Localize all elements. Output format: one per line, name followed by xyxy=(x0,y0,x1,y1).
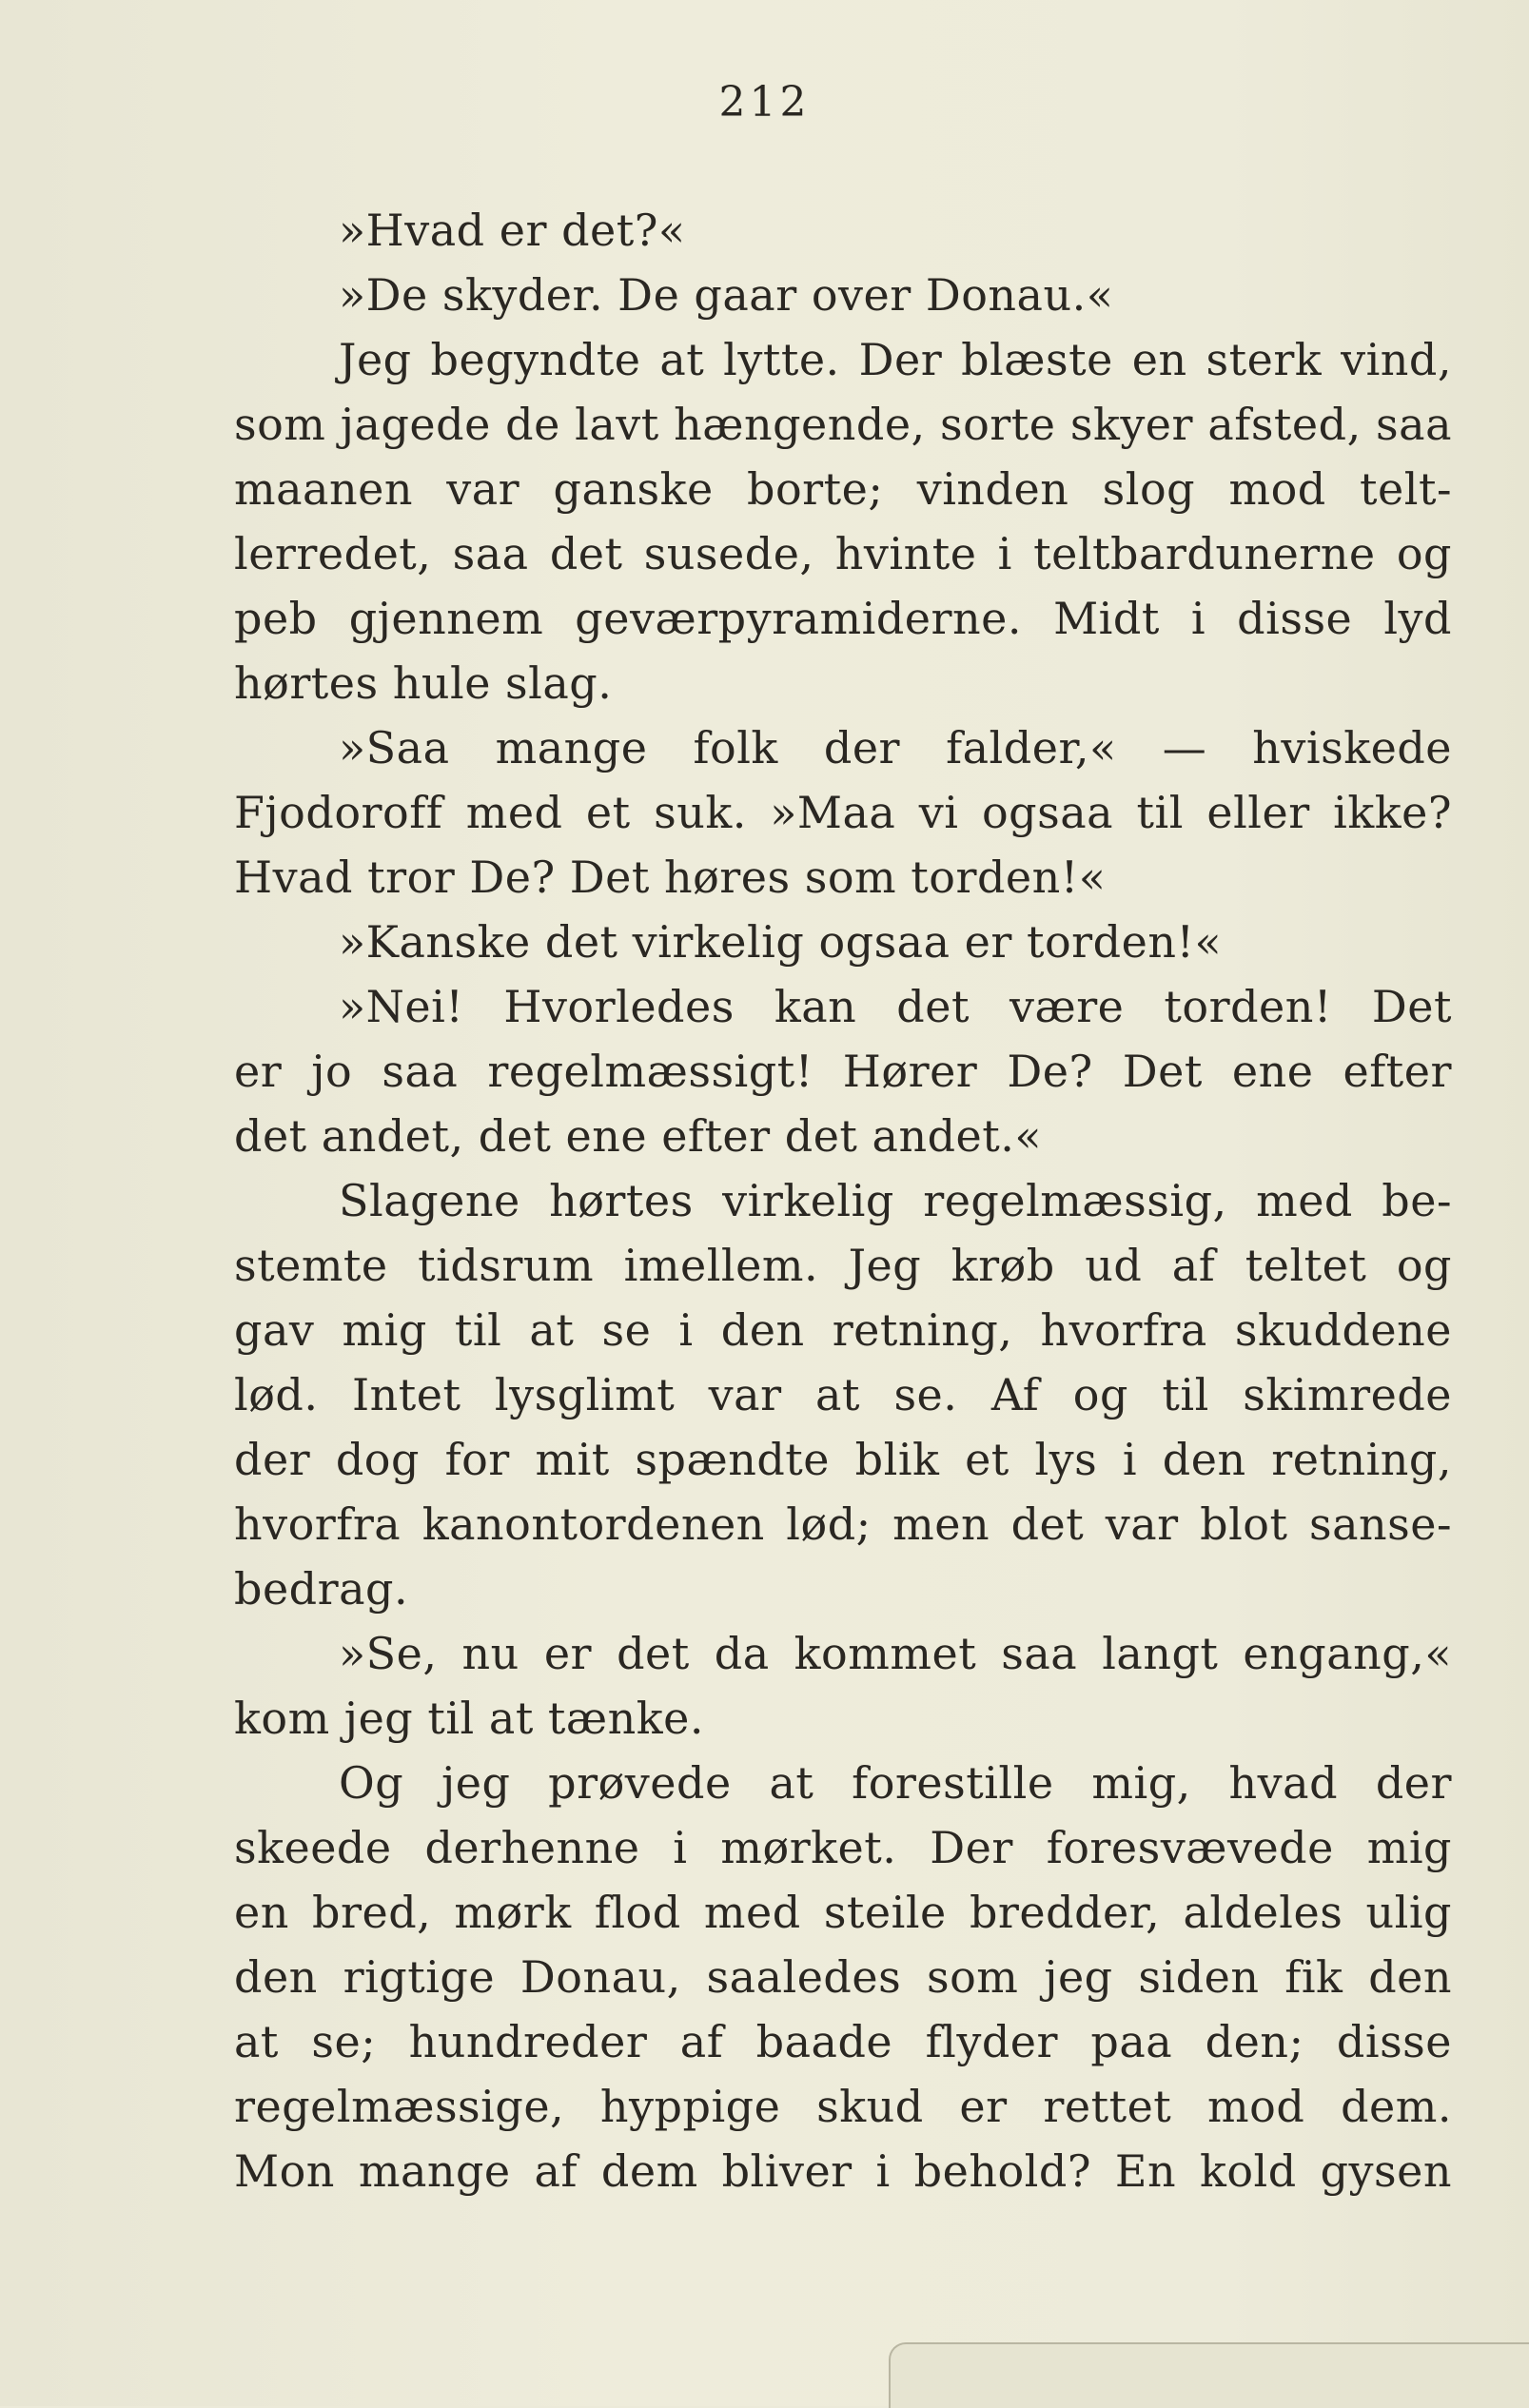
text-line: hvorfra kanontordenen lød; men det var blot sanse- xyxy=(234,1498,1452,1550)
text-line: peb gjennem geværpyramiderne. Midt i disse lyd xyxy=(234,593,1452,644)
text-line: Og jeg prøvede at forestille mig, hvad der xyxy=(339,1757,1452,1809)
page-corner-mark xyxy=(889,2342,1529,2408)
text-line: regelmæssige, hyppige skud er rettet mod dem. xyxy=(234,2081,1452,2132)
text-line: at se; hundreder af baade flyder paa den; disse xyxy=(234,2016,1452,2067)
text-line: skeede derhenne i mørket. Der foresvævede mig xyxy=(234,1822,1452,1873)
text-line: »De skyder. De gaar over Donau.« xyxy=(339,269,1114,321)
text-line: »Hvad er det?« xyxy=(339,205,686,256)
page-number: 212 xyxy=(718,78,811,127)
text-line: Jeg begyndte at lytte. Der blæste en sterk vind, xyxy=(339,334,1452,385)
text-line: »Saa mange folk der falder,« — hviskede xyxy=(339,722,1452,773)
text-line: Hvad tror De? Det høres som torden!« xyxy=(234,852,1107,903)
text-line: Fjodoroff med et suk. »Maa vi ogsaa til eller ikke? xyxy=(234,787,1452,838)
text-line: maanen var ganske borte; vinden slog mod telt- xyxy=(234,463,1452,515)
text-line: den rigtige Donau, saaledes som jeg siden fik den xyxy=(234,1951,1452,2003)
text-line: en bred, mørk flod med steile bredder, aldeles ulig xyxy=(234,1887,1452,1938)
text-line: hørtes hule slag. xyxy=(234,657,613,709)
text-line: stemte tidsrum imellem. Jeg krøb ud af teltet og xyxy=(234,1240,1452,1291)
text-line: lerredet, saa det susede, hvinte i teltbardunerne og xyxy=(234,528,1452,579)
text-line: »Nei! Hvorledes kan det være torden! Det xyxy=(339,981,1452,1032)
text-line: lød. Intet lysglimt var at se. Af og til skimrede xyxy=(234,1369,1452,1420)
text-line: »Se, nu er det da kommet saa langt engang,« xyxy=(339,1628,1452,1679)
text-line: Mon mange af dem bliver i behold? En kold gysen xyxy=(234,2145,1452,2197)
text-line: gav mig til at se i den retning, hvorfra skuddene xyxy=(234,1304,1452,1356)
text-line: det andet, det ene efter det andet.« xyxy=(234,1110,1043,1162)
text-line: Slagene hørtes virkelig regelmæssig, med be- xyxy=(339,1175,1452,1226)
text-line: kom jeg til at tænke. xyxy=(234,1693,704,1744)
text-line: er jo saa regelmæssigt! Hører De? Det ene efter xyxy=(234,1046,1452,1097)
text-line: bedrag. xyxy=(234,1563,409,1615)
text-line: som jagede de lavt hængende, sorte skyer afsted, saa xyxy=(234,399,1452,450)
text-line: »Kanske det virkelig ogsaa er torden!« xyxy=(339,916,1223,968)
text-line: der dog for mit spændte blik et lys i den retning, xyxy=(234,1434,1452,1485)
body-text xyxy=(234,198,1452,2203)
